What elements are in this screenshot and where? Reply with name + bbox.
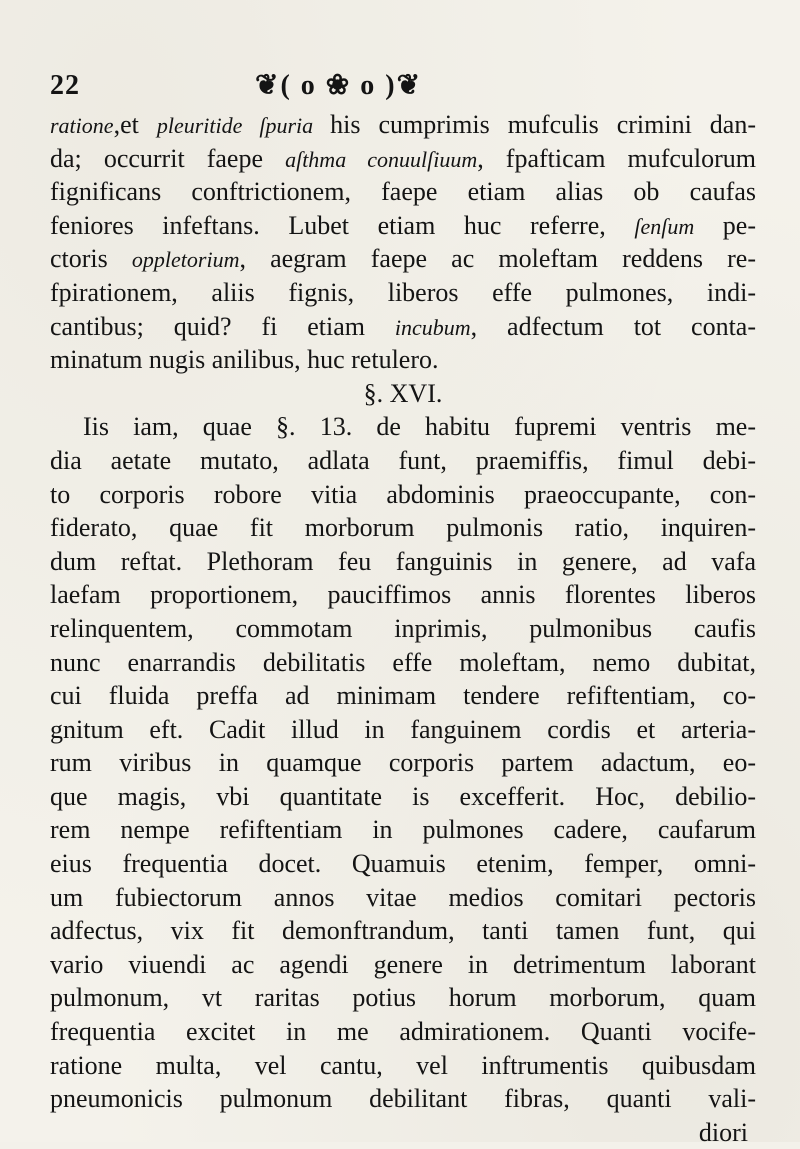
text-span: fignificans conftrictionem, faepe etiam alias ob caufas: [50, 177, 756, 207]
text-span: pneumonicis pulmonum debilitant fibras, quanti vali-: [50, 1084, 756, 1114]
text-span: his cumprimis mufculis crimini dan-: [330, 110, 756, 139]
text-span: da; occurrit faepe: [50, 143, 286, 173]
text-line: [50, 612, 756, 646]
text-line: [50, 780, 756, 814]
text-span: cantibus; quid? fi etiam: [50, 311, 395, 341]
text-span: fpirationem, aliis fignis, liberos effe pulmones, indi-: [50, 277, 756, 307]
page-header: [50, 68, 750, 108]
text-span: cui fluida preffa ad minimam tendere refiftentiam, co-: [50, 681, 756, 711]
text-line: [50, 847, 756, 881]
text-line: [50, 142, 756, 176]
text-span: pleuritide ſpuria: [156, 113, 331, 138]
text-span: , aegram faepe ac moleftam reddens re-: [239, 244, 756, 274]
text-span: aſthma conuulſiuum: [285, 146, 478, 172]
text-span: adfectus, vix fit demonftrandum, tanti tamen funt, qui: [50, 916, 756, 946]
header-ornament: ❦( o ❀ o )❦: [255, 70, 423, 101]
text-span: vario viuendi ac agendi genere in detrimentum laborant: [50, 949, 756, 979]
text-span: §. XVI.: [363, 378, 443, 408]
text-span: to corporis robore vitia abdominis praeoccupante, con-: [50, 479, 756, 509]
text-span: um fubiectorum annos vitae medios comitari pectoris: [50, 882, 756, 912]
section-heading: [50, 377, 756, 411]
text-span: eius frequentia docet. Quamuis etenim, femper, omni-: [50, 849, 756, 879]
text-line: [50, 881, 756, 915]
text-span: relinquentem, commotam inprimis, pulmonibus caufis: [50, 613, 756, 643]
text-span: pulmonum, vt raritas potius horum morborum, quam: [50, 983, 756, 1013]
text-span: incubum: [394, 314, 471, 340]
text-span: oppletorium: [131, 247, 240, 273]
text-span: feniores infeftans. Lubet etiam huc referre,: [50, 210, 635, 240]
text-line: [50, 209, 756, 243]
text-line: [50, 545, 756, 579]
catchword: [50, 1116, 756, 1149]
text-line: [50, 511, 756, 545]
text-span: ,et: [113, 110, 157, 139]
text-line: [50, 478, 756, 512]
text-span: diori: [698, 1117, 748, 1147]
text-span: nunc enarrandis debilitatis effe moleftam, nemo dubitat,: [50, 647, 756, 677]
text-line: [50, 175, 756, 209]
text-line: [50, 813, 756, 847]
text-line: [50, 410, 756, 444]
text-span: frequentia excitet in me admirationem. Quanti vocife-: [50, 1017, 756, 1047]
body-text: [50, 108, 756, 1149]
text-line: [50, 1049, 756, 1083]
page-number: 22: [50, 70, 80, 101]
text-span: dia aetate mutato, adlata funt, praemiffis, fimul debi-: [50, 445, 756, 475]
text-line: [50, 310, 756, 344]
text-span: fiderato, quae fit morborum pulmonis ratio, inquiren-: [50, 513, 756, 543]
text-line: [50, 444, 756, 478]
text-span: gnitum eft. Cadit illud in fanguinem cordis et arteria-: [50, 714, 756, 744]
text-span: Iis iam, quae §. 13. de habitu fupremi ventris me-: [83, 412, 756, 442]
text-line: [50, 646, 756, 680]
text-span: ratione multa, vel cantu, vel inftrumentis quibusdam: [50, 1050, 756, 1080]
text-line: [50, 679, 756, 713]
text-span: rum viribus in quamque corporis partem adactum, eo-: [50, 748, 756, 778]
text-span: que magis, vbi quantitate is excefferit. Hoc, debilio-: [50, 781, 756, 811]
text-span: , fpafticam mufculorum: [477, 143, 757, 173]
text-line: [50, 948, 756, 982]
text-line: [50, 578, 756, 612]
text-line: [50, 746, 756, 780]
text-line: [50, 242, 756, 276]
text-line: [50, 713, 756, 747]
text-span: ratione: [50, 113, 114, 138]
text-line: [50, 1082, 756, 1116]
text-span: pe-: [694, 210, 757, 240]
text-span: ctoris: [50, 244, 132, 274]
text-span: laefam proportionem, pauciffimos annis florentes liberos: [50, 580, 756, 610]
text-span: rem nempe refiftentiam in pulmones cadere, caufarum: [50, 815, 756, 845]
text-span: minatum nugis anilibus, huc retulero.: [50, 345, 439, 375]
text-line: [50, 343, 756, 377]
text-line: [50, 108, 756, 142]
text-line: [50, 276, 756, 310]
text-line: [50, 914, 756, 948]
text-span: dum reftat. Plethoram feu fanguinis in genere, ad vafa: [50, 546, 756, 576]
text-span: , adfectum tot conta-: [470, 311, 757, 341]
text-line: [50, 1015, 756, 1049]
text-line: [50, 981, 756, 1015]
text-span: ſenſum: [634, 213, 695, 239]
